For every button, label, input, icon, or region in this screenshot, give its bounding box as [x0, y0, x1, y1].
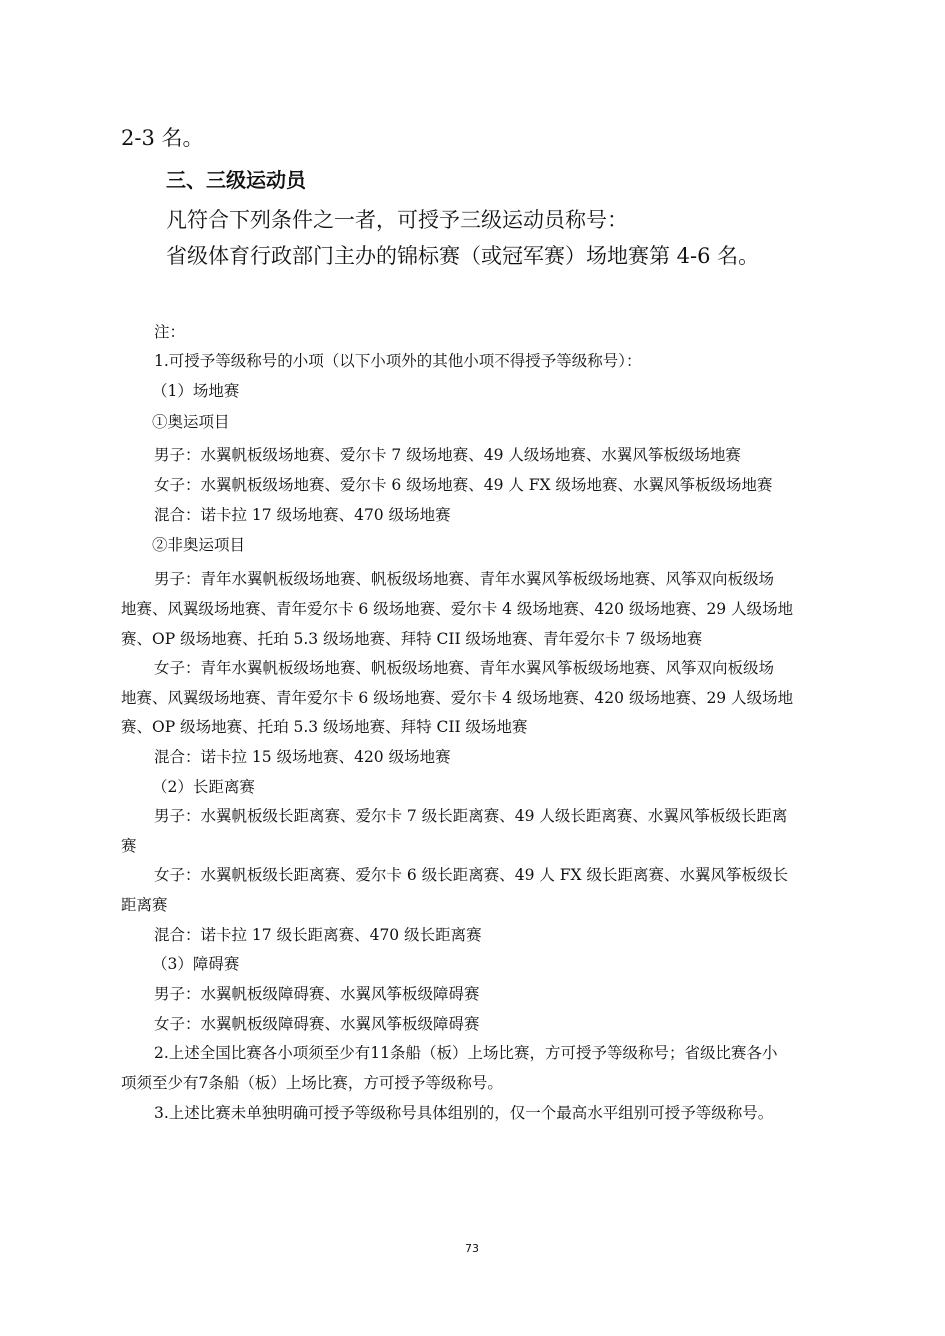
notes-label: 注： — [154, 323, 186, 341]
section-intro: 凡符合下列条件之一者，可授予三级运动员称号： — [166, 208, 628, 232]
obstacle-men: 男子：水翼帆板级障碍赛、水翼风筝板级障碍赛 — [154, 985, 480, 1003]
venue-race-title: （1）场地赛 — [152, 382, 240, 400]
non-olympic-women-line-2: 地赛、风翼级场地赛、青年爱尔卡 6 级场地赛、爱尔卡 4 级场地赛、420 级场地赛、29 人级场地 — [121, 689, 794, 707]
non-olympic-men-line-3: 赛、OP 级场地赛、托珀 5.3 级场地赛、拜特 CII 级场地赛、青年爱尔卡 7 级场地赛 — [121, 630, 703, 648]
long-distance-women-line-1: 女子：水翼帆板级长距离赛、爱尔卡 6 级长距离赛、49 人 FX 级长距离赛、水翼风筝板级长 — [154, 866, 789, 884]
section-heading: 三、三级运动员 — [166, 168, 306, 192]
long-distance-mixed: 混合：诺卡拉 17 级长距离赛、470 级长距离赛 — [154, 926, 482, 944]
long-distance-title: （2）长距离赛 — [152, 778, 255, 796]
note-item2-line-2: 项须至少有7条船（板）上场比赛，方可授予等级称号。 — [121, 1074, 503, 1092]
olympic-mixed: 混合：诺卡拉 17 级场地赛、470 级场地赛 — [154, 506, 451, 524]
long-distance-women-line-2: 距离赛 — [121, 896, 168, 914]
note-item3: 3.上述比赛未单独明确可授予等级称号具体组别的，仅一个最高水平组别可授予等级称号。 — [154, 1104, 774, 1122]
non-olympic-men-line-2: 地赛、风翼级场地赛、青年爱尔卡 6 级场地赛、爱尔卡 4 级场地赛、420 级场地赛、29 人级场地 — [121, 600, 794, 618]
olympic-men: 男子：水翼帆板级场地赛、爱尔卡 7 级场地赛、49 人级场地赛、水翼风筝板级场地赛 — [154, 446, 741, 464]
obstacle-race-title: （3）障碍赛 — [152, 955, 240, 973]
non-olympic-men-line-1: 男子：青年水翼帆板级场地赛、帆板级场地赛、青年水翼风筝板级场地赛、风筝双向板级场 — [154, 570, 775, 588]
obstacle-women: 女子：水翼帆板级障碍赛、水翼风筝板级障碍赛 — [154, 1015, 480, 1033]
long-distance-men-line-2: 赛 — [121, 837, 137, 855]
note-item1-title: 1.可授予等级称号的小项（以下小项外的其他小项不得授予等级称号）： — [154, 352, 642, 370]
non-olympic-events-title: ②非奥运项目 — [152, 536, 246, 554]
page-number: 73 — [465, 1242, 479, 1255]
non-olympic-women-line-1: 女子：青年水翼帆板级场地赛、帆板级场地赛、青年水翼风筝板级场地赛、风筝双向板级场 — [154, 659, 775, 677]
olympic-women: 女子：水翼帆板级场地赛、爱尔卡 6 级场地赛、49 人 FX 级场地赛、水翼风筝板级场地赛 — [154, 476, 773, 494]
note-item2-line-1: 2.上述全国比赛各小项须至少有11条船（板）上场比赛，方可授予等级称号；省级比赛各小 — [154, 1044, 778, 1062]
continuation-line: 2-3 名。 — [121, 126, 204, 150]
non-olympic-mixed: 混合：诺卡拉 15 级场地赛、420 级场地赛 — [154, 748, 451, 766]
section-criterion: 省级体育行政部门主办的锦标赛（或冠军赛）场地赛第 4-6 名。 — [166, 244, 760, 268]
non-olympic-women-line-3: 赛、OP 级场地赛、托珀 5.3 级场地赛、拜特 CII 级场地赛 — [121, 718, 528, 736]
long-distance-men-line-1: 男子：水翼帆板级长距离赛、爱尔卡 7 级长距离赛、49 人级长距离赛、水翼风筝板级长距离 — [154, 807, 788, 825]
olympic-events-title: ①奥运项目 — [152, 413, 230, 431]
